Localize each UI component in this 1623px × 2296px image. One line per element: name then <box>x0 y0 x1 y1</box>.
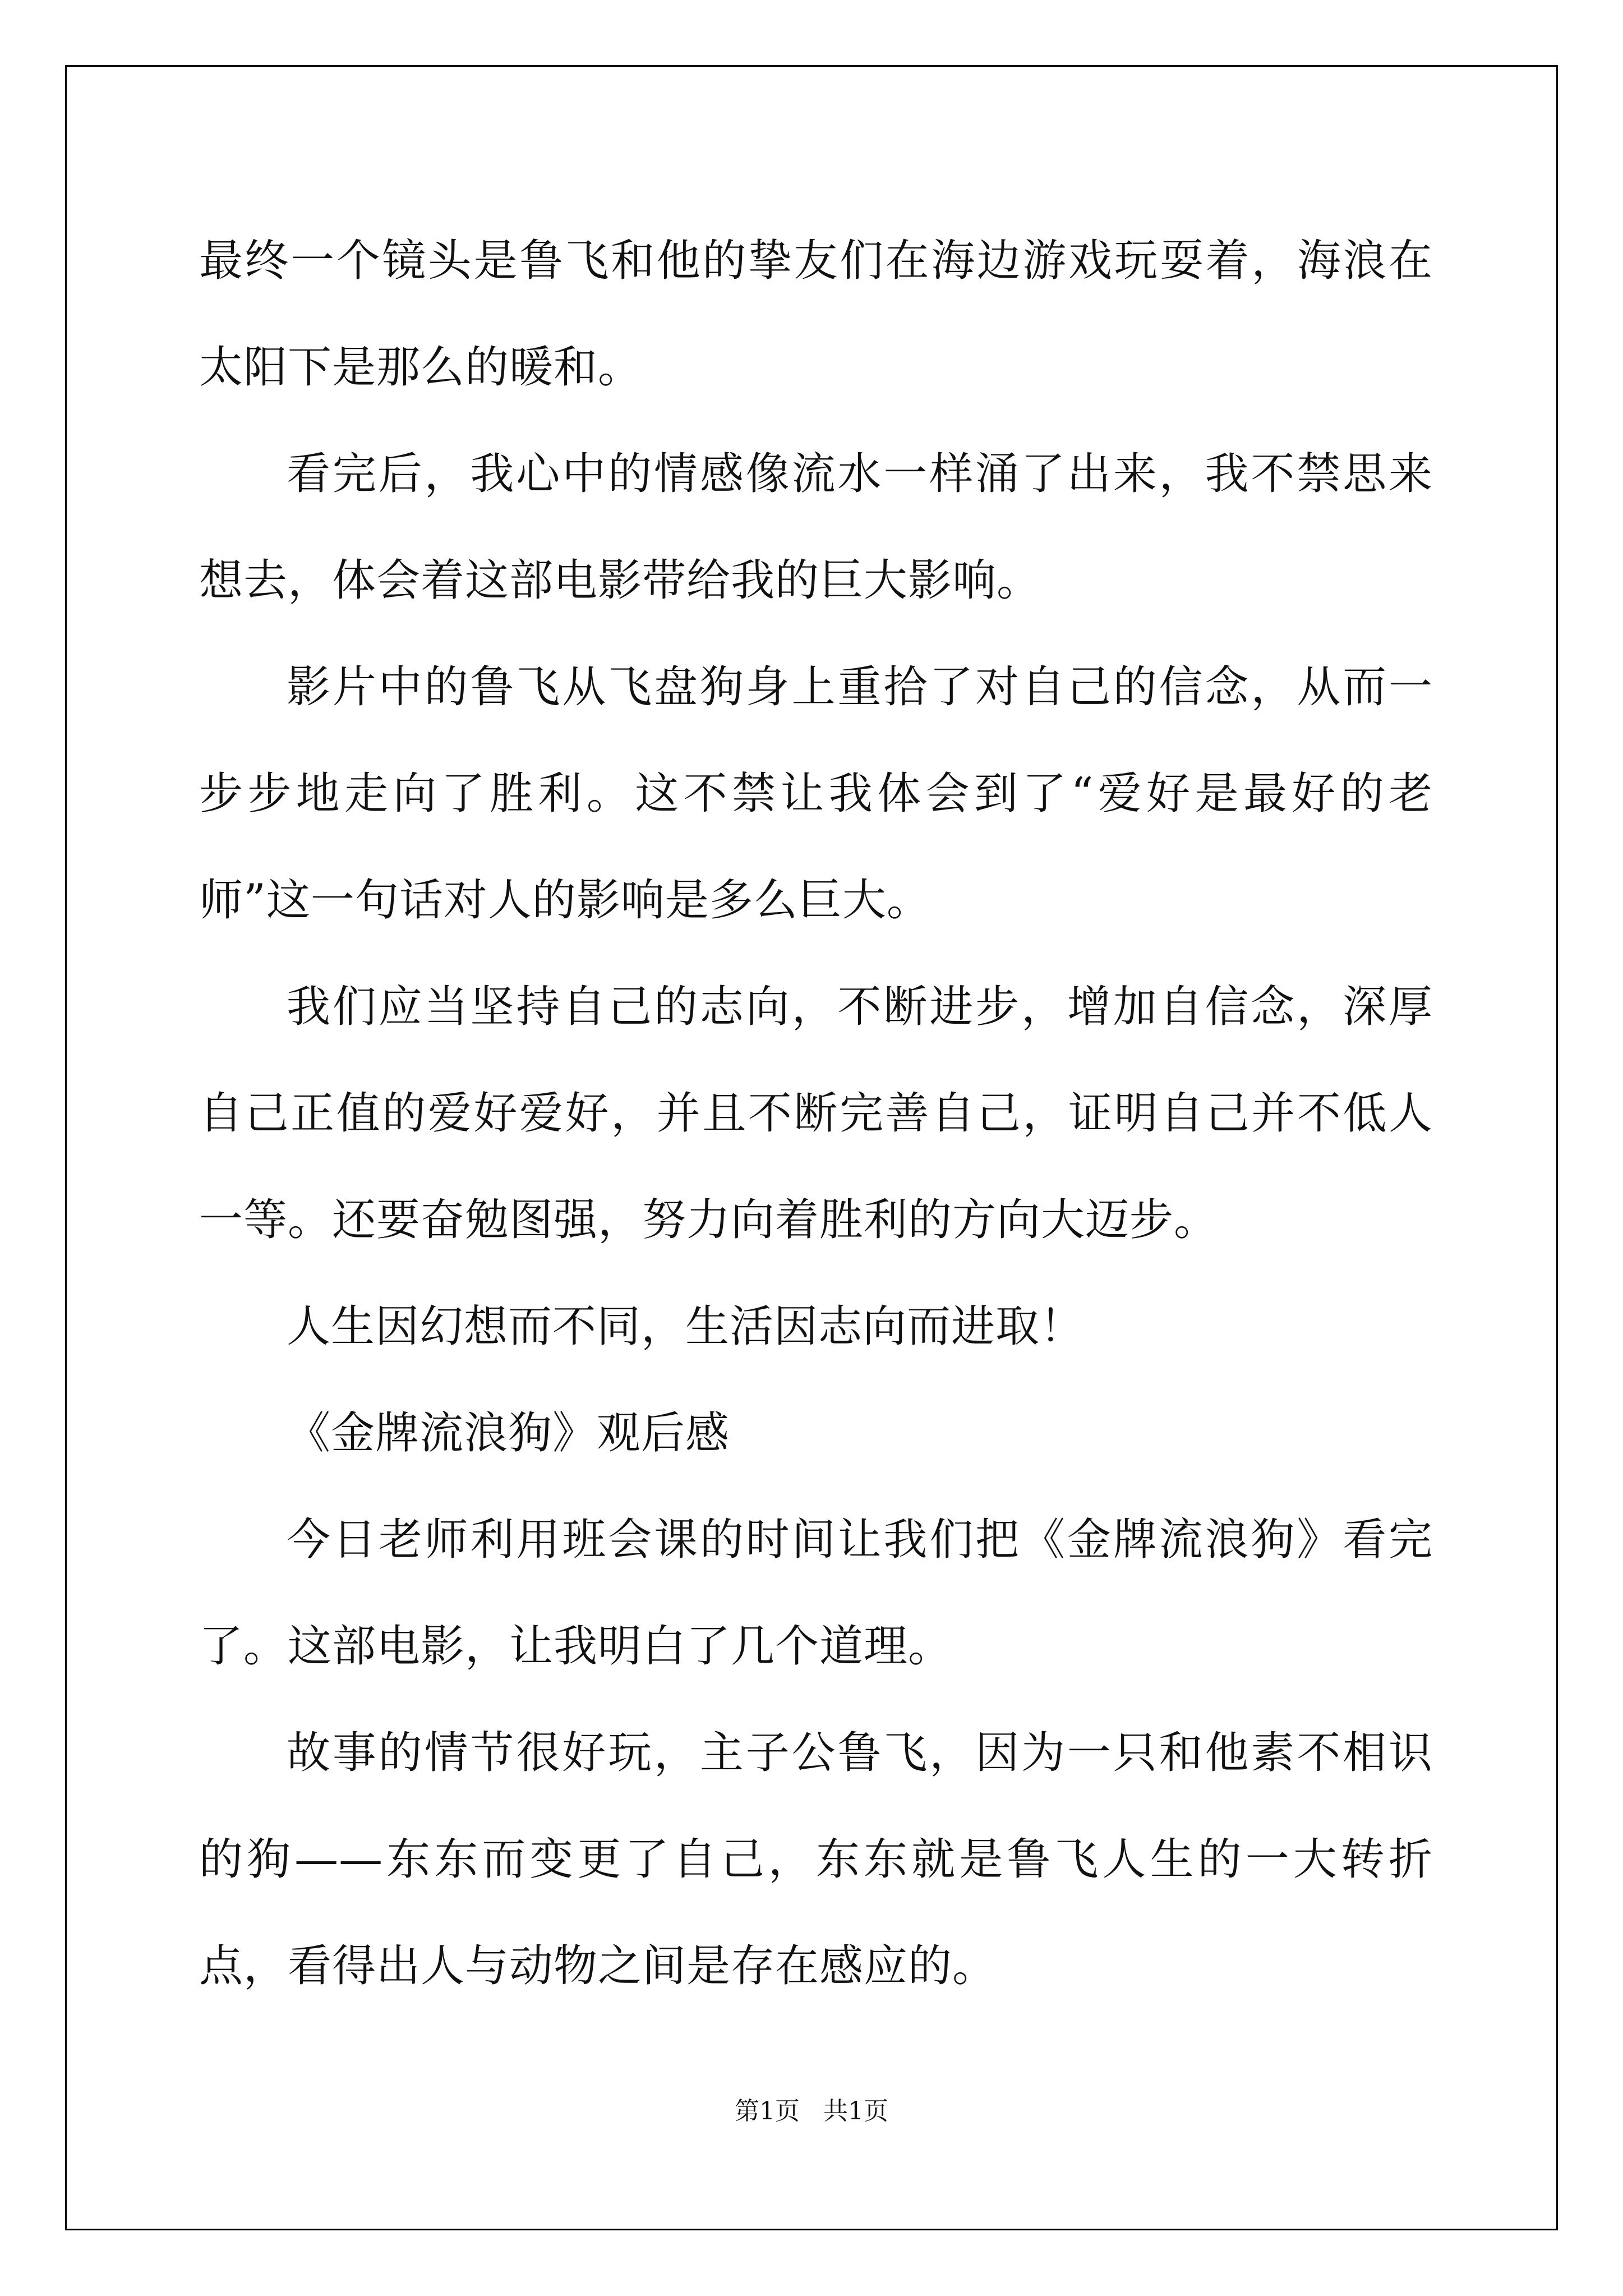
paragraph-3: 影片中的鲁飞从飞盘狗身上重拾了对自己的信念，从而一步步地走向了胜利。这不禁让我体会到了“爱好是最好的老师”这一句话对人的影响是多么巨大。 <box>199 662 1433 926</box>
page-footer: 第1页 共1页 <box>735 2097 888 2125</box>
paragraph-2: 看完后，我心中的情感像流水一样涌了出来，我不禁思来想去，体会着这部电影带给我的巨大影响。 <box>199 449 1433 606</box>
paragraph-7: 故事的情节很好玩，主子公鲁飞，因为一只和他素不相识的狗——东东而变更了自己，东东就是鲁飞人生的一大转折点，看得出人与动物之间是存在感应的。 <box>199 1728 1433 1991</box>
paragraph-6: 今日老师利用班会课的时间让我们把《金牌流浪狗》看完了。这部电影，让我明白了几个道理。 <box>199 1515 1433 1672</box>
paragraph-1: 最终一个镜头是鲁飞和他的挚友们在海边游戏玩耍着，海浪在太阳下是那么的暖和。 <box>199 236 1433 393</box>
section-title: 《金牌流浪狗》观后感 <box>287 1408 730 1458</box>
paragraph-5: 人生因幻想而不同，生活因志向而进取！ <box>287 1301 1085 1352</box>
paragraph-4: 我们应当坚持自己的志向，不断进步，增加自信念，深厚自己正值的爱好爱好，并且不断完善自己，证明自己并不低人一等。还要奋勉图强，努力向着胜利的方向大迈步。 <box>199 982 1433 1245</box>
document-body <box>199 208 1433 2019</box>
